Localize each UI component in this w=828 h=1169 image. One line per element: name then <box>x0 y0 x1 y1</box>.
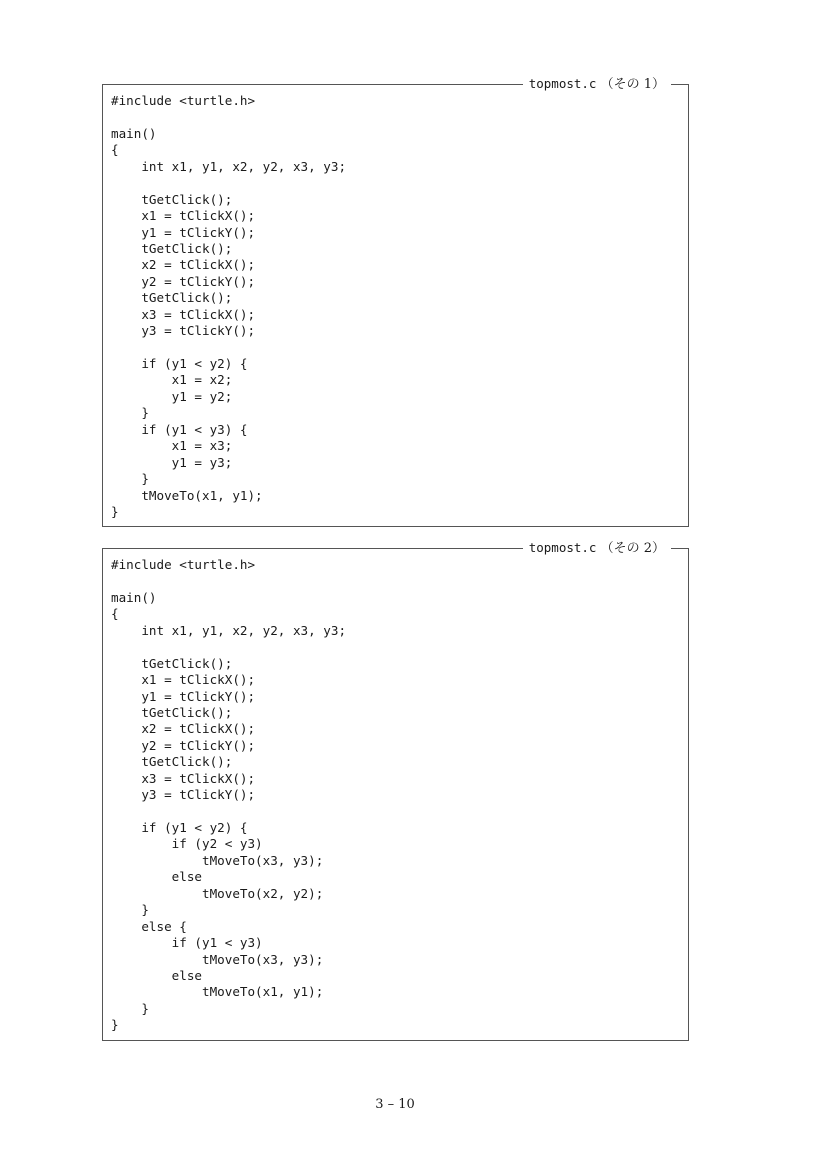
code-line: if (y1 < y2) { <box>111 820 248 835</box>
code-line: tMoveTo(x2, y2); <box>111 885 324 901</box>
code-line: } <box>111 405 149 421</box>
code-line: tMoveTo(x1, y1); <box>111 984 324 1000</box>
listing-part: （その 2） <box>600 541 665 556</box>
listing-part: （その 1） <box>600 77 665 92</box>
code-line: y1 = tClickY(); <box>111 224 256 240</box>
code-line: tGetClick(); <box>111 191 233 207</box>
code-block <box>111 93 346 520</box>
code-line: if (y1 < y2) { <box>111 356 248 371</box>
code-line: tGetClick(); <box>111 290 233 306</box>
code-line: } <box>111 471 149 487</box>
code-line: #include <turtle.h> <box>111 557 256 572</box>
code-line: x2 = tClickX(); <box>111 257 256 273</box>
code-line: tMoveTo(x1, y1); <box>111 487 263 503</box>
code-line: #include <turtle.h> <box>111 93 256 108</box>
code-line <box>111 175 346 191</box>
listing-title <box>523 538 671 559</box>
page-number: 3 – 10 <box>375 1097 415 1112</box>
code-line <box>111 109 346 125</box>
code-line: tGetClick(); <box>111 240 233 256</box>
code-line <box>111 573 346 589</box>
code-line: if (y2 < y3) <box>111 836 263 852</box>
code-line: } <box>111 902 149 918</box>
code-line <box>111 340 346 356</box>
code-line: tMoveTo(x3, y3); <box>111 852 324 868</box>
code-line: } <box>111 1000 149 1016</box>
code-line: y2 = tClickY(); <box>111 737 256 753</box>
code-line: x1 = x2; <box>111 372 233 388</box>
code-line: tMoveTo(x3, y3); <box>111 951 324 967</box>
code-line: } <box>111 1017 119 1033</box>
code-line: y3 = tClickY(); <box>111 323 256 339</box>
code-listing-2 <box>102 540 689 1041</box>
code-line: y3 = tClickY(); <box>111 787 256 803</box>
code-line: x3 = tClickX(); <box>111 306 256 322</box>
code-line: { <box>111 606 119 622</box>
code-line: if (y1 < y3) { <box>111 421 248 437</box>
code-line: main() <box>111 125 157 141</box>
code-line: x1 = x3; <box>111 438 233 454</box>
code-listing-1 <box>102 76 689 527</box>
code-line: main() <box>111 589 157 605</box>
code-line: int x1, y1, x2, y2, x3, y3; <box>111 158 347 174</box>
code-line: tGetClick(); <box>111 704 233 720</box>
code-line: int x1, y1, x2, y2, x3, y3; <box>111 622 347 638</box>
code-line: else <box>111 967 202 983</box>
code-line: { <box>111 142 119 158</box>
listing-filename: topmost.c <box>528 540 597 555</box>
code-block <box>111 557 346 1034</box>
code-line: y1 = y3; <box>111 454 233 470</box>
code-line: x2 = tClickX(); <box>111 721 256 737</box>
code-line: y2 = tClickY(); <box>111 273 256 289</box>
code-line <box>111 804 346 820</box>
listing-title <box>523 74 671 95</box>
code-line: y1 = tClickY(); <box>111 688 256 704</box>
code-line: else <box>111 869 202 885</box>
code-line: x1 = tClickX(); <box>111 208 256 224</box>
listing-filename: topmost.c <box>528 76 597 91</box>
code-line: } <box>111 503 119 519</box>
code-line: tGetClick(); <box>111 754 233 770</box>
code-line: if (y1 < y3) <box>111 935 263 951</box>
code-line: y1 = y2; <box>111 388 233 404</box>
code-line: else { <box>111 918 187 934</box>
code-line: x1 = tClickX(); <box>111 672 256 688</box>
code-line <box>111 639 346 655</box>
code-line: x3 = tClickX(); <box>111 770 256 786</box>
code-line: tGetClick(); <box>111 655 233 671</box>
